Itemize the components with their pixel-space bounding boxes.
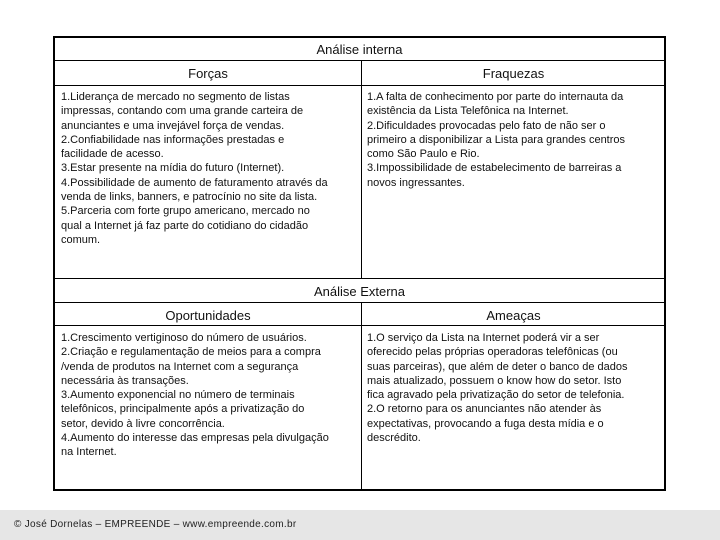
threats-text [367, 331, 628, 445]
strengths-line: facilidade de acesso. [61, 148, 164, 161]
strengths-line: 3.Estar presente na mídia do futuro (Internet). [61, 162, 285, 175]
opportunities-line: na Internet. [61, 446, 117, 459]
opportunities-text [61, 331, 329, 460]
threats-line: 1.O serviço da Lista na Internet poderá vir a ser [367, 332, 600, 344]
threats-line: oferecido pelas próprias operadoras telefônicas (ou [367, 346, 618, 359]
strengths-line: 2.Confiabilidade nas informações prestadas e [61, 133, 285, 146]
strengths-line: qual a Internet já faz parte do cotidiano do cidadão [61, 219, 309, 232]
strengths-line: venda de links, banners, e patrocínio no site da lista. [61, 191, 318, 204]
weaknesses-header: Fraquezas [482, 66, 545, 81]
threats-line: descrédito. [367, 432, 421, 445]
opportunities-line: /venda de produtos na Internet com a segurança [61, 360, 299, 373]
weaknesses-text [367, 90, 625, 190]
strengths-line: comum. [61, 233, 101, 246]
strengths-line: 1.Liderança de mercado no segmento de listas [61, 91, 290, 103]
strengths-header: Forças [188, 66, 228, 81]
internal-analysis-title: Análise interna [316, 42, 403, 57]
opportunities-line: 4.Aumento do interesse das empresas pela divulgação [61, 432, 329, 445]
strengths-line: 5.Parceria com forte grupo americano, mercado no [61, 205, 310, 218]
strengths-line: 4.Possibilidade de aumento de faturamento através da [61, 176, 328, 189]
opportunities-line: 2.Criação e regulamentação de meios para a compra [61, 346, 321, 359]
threats-line: expectativas, provocando a fuga desta mídia e o [367, 417, 604, 430]
divider [55, 325, 664, 326]
external-analysis-title: Análise Externa [313, 284, 406, 299]
opportunities-line: setor, devido à livre concorrência. [61, 417, 225, 430]
strengths-text [61, 90, 328, 247]
divider [55, 278, 664, 279]
strengths-line: anunciantes e uma invejável força de vendas. [61, 119, 285, 132]
opportunities-line: telefônicos, principalmente após a privatização do [61, 403, 305, 416]
threats-line: mais atualizado, possuem o know how do setor. Isto [367, 374, 622, 387]
opportunities-header: Oportunidades [165, 308, 251, 323]
divider [55, 85, 664, 86]
opportunities-line: necessária às transações. [61, 374, 189, 387]
weaknesses-line: 1.A falta de conhecimento por parte do internauta da [367, 91, 624, 103]
column-divider [361, 302, 362, 489]
footer-credit: © José Dornelas – EMPREENDE – www.empreende.com.br [14, 519, 297, 530]
threats-line: 2.O retorno para os anunciantes não atender às [367, 403, 602, 416]
threats-line: fica agravado pela privatização do setor de telefonia. [367, 389, 625, 402]
weaknesses-line: existência da Lista Telefônica na Internet. [367, 105, 569, 118]
weaknesses-line: como São Paulo e Rio. [367, 148, 480, 161]
column-divider [361, 60, 362, 278]
opportunities-line: 3.Aumento exponencial no número de terminais [61, 389, 295, 402]
weaknesses-line: primeiro a disponibilizar a Lista para grandes centros [367, 133, 626, 146]
weaknesses-line: novos ingressantes. [367, 176, 465, 189]
swot-table [53, 36, 666, 491]
weaknesses-line: 2.Dificuldades provocadas pelo fato de não ser o [367, 119, 606, 132]
threats-header: Ameaças [486, 308, 541, 323]
weaknesses-line: 3.Impossibilidade de estabelecimento de barreiras a [367, 162, 622, 175]
divider [55, 60, 664, 61]
strengths-line: impressas, contando com uma grande carteira de [61, 105, 304, 118]
opportunities-line: 1.Crescimento vertiginoso do número de usuários. [61, 332, 307, 344]
divider [55, 302, 664, 303]
threats-line: suas parceiras), que além de deter o banco de dados [367, 360, 628, 373]
